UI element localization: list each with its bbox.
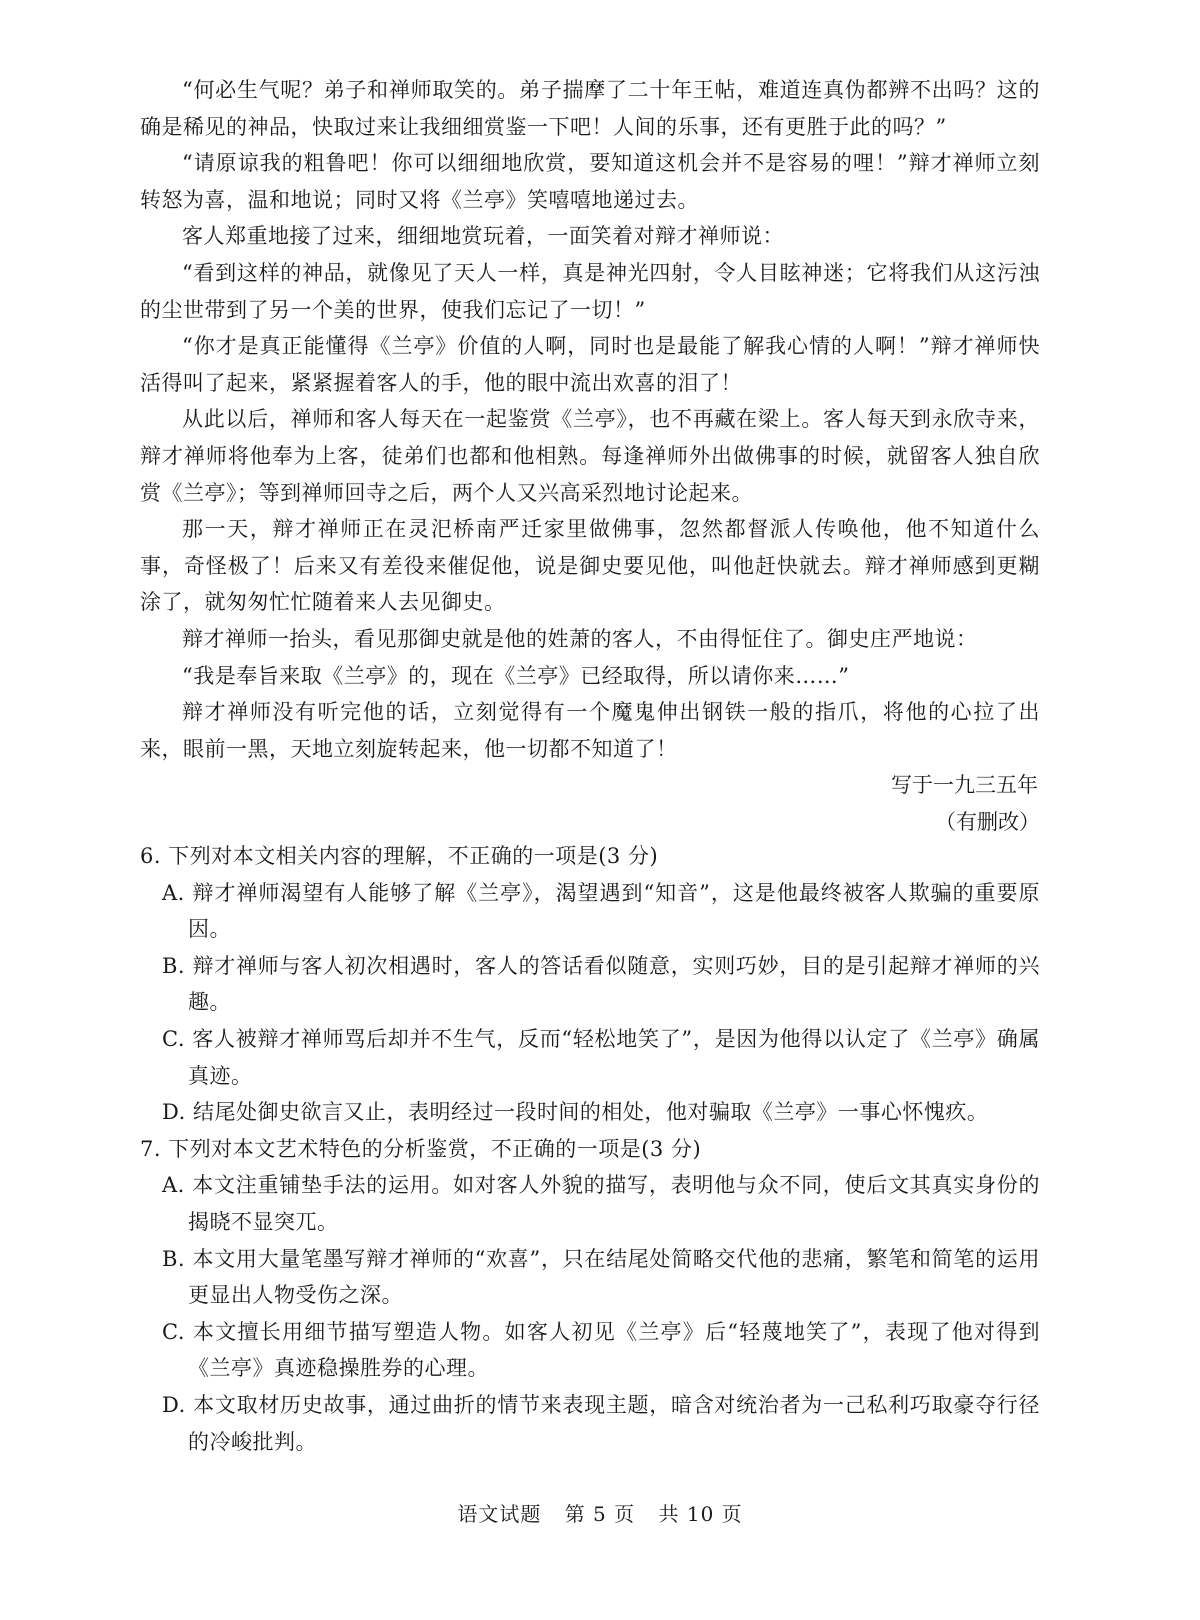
option-a: A. 辩才禅师渴望有人能够了解《兰亭》，渴望遇到“知音”，这是他最终被客人欺骗的重要原因。 (162, 880, 1040, 942)
passage-paragraph: “看到这样的神品，就像见了天人一样，真是神光四射，令人目眩神迷；它将我们从这污浊的尘世带到了另一个美的世界，使我们忘记了一切！” (140, 260, 1040, 322)
question-7 (140, 1131, 1040, 1460)
page-footer (0, 1498, 1200, 1527)
passage-note: （有删改） (935, 809, 1040, 834)
passage-paragraph: “请原谅我的粗鲁吧！你可以细细地欣赏，要知道这机会并不是容易的哩！”辩才禅师立刻转怒为喜，温和地说；同时又将《兰亭》笑嘻嘻地递过去。 (140, 151, 1040, 212)
passage-paragraph: “我是奉旨来取《兰亭》的，现在《兰亭》已经取得，所以请你来……” (182, 663, 850, 688)
option-a: A. 本文注重铺垫手法的运用。如对客人外貌的描写，表明他与众不同，使后文其真实身份的揭晓不显突兀。 (162, 1173, 1040, 1234)
option-b: B. 本文用大量笔墨写辩才禅师的“欢喜”，只在结尾处简略交代他的悲痛，繁笔和简笔的运用更显出人物受伤之深。 (162, 1246, 1040, 1308)
passage-paragraph: 辩才禅师没有听完他的话，立刻觉得有一个魔鬼伸出钢铁一般的指爪，将他的心拉了出来，眼前一黑，天地立刻旋转起来，他一切都不知道了！ (140, 700, 1040, 761)
question-stem: 6. 下列对本文相关内容的理解，不正确的一项是(3 分) (140, 844, 659, 868)
footer-page-number: 第 5 页 (564, 1502, 636, 1526)
option-d: D. 本文取材历史故事，通过曲折的情节来表现主题，暗含对统治者为一己私利巧取豪夺行径的冷峻批判。 (162, 1392, 1040, 1454)
option-d: D. 结尾处御史欲言又止，表明经过一段时间的相处，他对骗取《兰亭》一事心怀愧疚。 (162, 1100, 989, 1125)
passage-signature: 写于一九三五年 (891, 773, 1038, 798)
option-c: C. 本文擅长用细节描写塑造人物。如客人初见《兰亭》后“轻蔑地笑了”，表现了他对得到《兰亭》真迹稳操胜券的心理。 (162, 1319, 1040, 1381)
question-stem: 7. 下列对本文艺术特色的分析鉴赏，不正确的一项是(3 分) (140, 1136, 702, 1161)
passage-paragraph: “你才是真正能懂得《兰亭》价值的人啊，同时也是最能了解我心情的人啊！”辩才禅师快活得叫了起来，紧紧握着客人的手，他的眼中流出欢喜的泪了！ (140, 334, 1040, 395)
passage-paragraph: 辩才禅师一抬头，看见那御史就是他的姓萧的客人，不由得怔住了。御史庄严地说： (182, 626, 978, 651)
option-c: C. 客人被辩才禅师骂后却并不生气，反而“轻松地笑了”，是因为他得以认定了《兰亭》确属真迹。 (162, 1026, 1040, 1088)
passage-paragraph: 那一天，辩才禅师正在灵汜桥南严迁家里做佛事，忽然都督派人传唤他，他不知道什么事，奇怪极了！后来又有差役来催促他，说是御史要见他，叫他赶快就去。辩才禅师感到更糊涂了，就匆匆忙忙随着来人去见御史。 (140, 517, 1040, 615)
question-list (140, 838, 1040, 1460)
footer-total-pages: 共 10 页 (658, 1502, 743, 1526)
footer-subject: 语文试题 (457, 1502, 542, 1526)
option-b: B. 辩才禅师与客人初次相遇时，客人的答话看似随意，实则巧妙，目的是引起辩才禅师的兴趣。 (162, 953, 1040, 1015)
passage (140, 72, 1040, 840)
passage-paragraph: 客人郑重地接了过来，细细地赏玩着，一面笑着对辩才禅师说： (182, 224, 784, 249)
passage-paragraph: “何必生气呢？弟子和禅师取笑的。弟子揣摩了二十年王帖，难道连真伪都辨不出吗？这的确是稀见的神品，快取过来让我细细赏鉴一下吧！人间的乐事，还有更胜于此的吗？” (140, 78, 1040, 139)
passage-paragraph: 从此以后，禅师和客人每天在一起鉴赏《兰亭》，也不再藏在梁上。客人每天到永欣寺来，辩才禅师将他奉为上客，徒弟们也都和他相熟。每逢禅师外出做佛事的时候，就留客人独自欣赏《兰亭》；等到禅师回寺之后，两个人又兴高采烈地讨论起来。 (140, 407, 1040, 505)
question-6 (140, 838, 1040, 1131)
